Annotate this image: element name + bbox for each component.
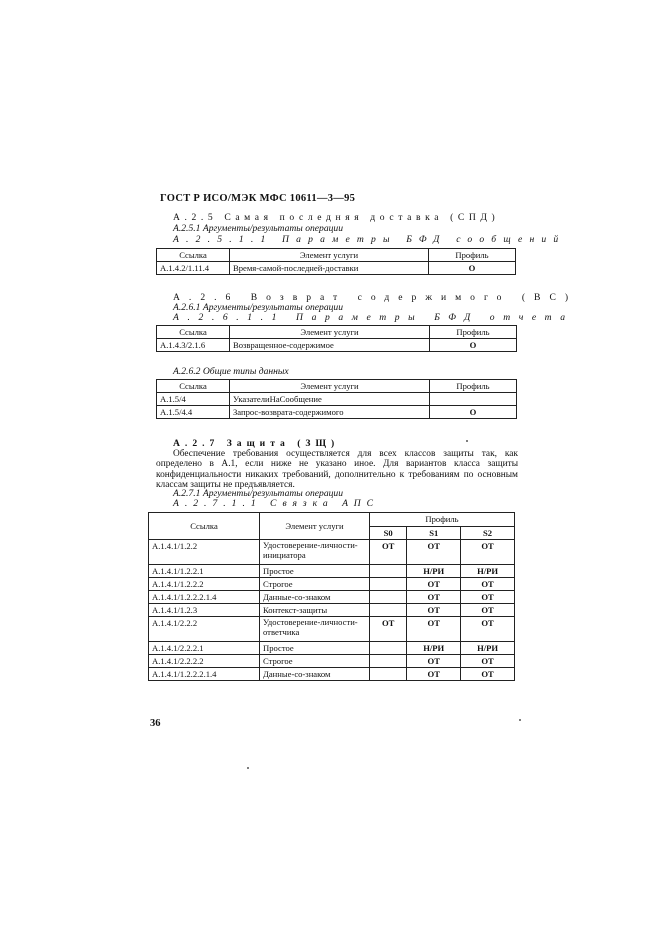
cell-ref: А.1.4.1/1.2.2 [149,540,260,565]
cell-s1: ОТ [407,604,461,617]
cell-profile: О [430,406,517,419]
table-row [149,642,515,655]
cell-s0 [370,565,407,578]
cell-s0 [370,642,407,655]
table-header-row [157,380,517,393]
col-header-elem: Элемент услуги [230,249,429,262]
page-number: 36 [150,718,161,729]
cell-elem: Простое [260,642,370,655]
cell-s1: ОТ [407,655,461,668]
cell-elem: Строгое [260,655,370,668]
section-heading-2-5: А.2.5 Самая последняя доставка (СПД) [173,212,500,223]
cell-s2: ОТ [461,540,515,565]
cell-s2: ОТ [461,604,515,617]
col-header-s0: S0 [370,526,407,540]
cell-ref: А.1.4.1/2.2.2.1 [149,642,260,655]
cell-s0: ОТ [370,540,407,565]
col-header-ref: Ссылка [149,513,260,540]
section-heading-2-7: А.2.7 Защита (ЗЩ) [173,438,340,449]
col-header-profile: Профиль [430,326,517,339]
col-header-elem: Элемент услуги [230,380,430,393]
cell-s0 [370,668,407,681]
cell-elem: Время-самой-последней-доставки [230,262,429,275]
table-row [157,406,517,419]
subsection-2-5-1-1: А.2.5.1.1 Параметры БФД сообщений [173,234,566,245]
cell-elem: Строгое [260,578,370,591]
table-row [149,617,515,642]
subsection-2-6-2 [173,366,289,377]
cell-ref: А.1.4.3/2.1.6 [157,339,230,352]
cell-elem: Удостоверение-личности-ответчика [260,617,370,642]
table-row [149,668,515,681]
col-header-s1: S1 [407,526,461,540]
cell-elem: Данные-со-знаком [260,591,370,604]
table-row [157,393,517,406]
cell-s2: ОТ [461,591,515,604]
cell-profile [430,393,517,406]
col-header-s2: S2 [461,526,515,540]
cell-ref: А.1.4.1/1.2.2.2.1.4 [149,591,260,604]
cell-elem: Запрос-возврата-содержимого [230,406,430,419]
cell-s0: ОТ [370,617,407,642]
table-row [149,578,515,591]
cell-elem: Удостоверение-личности-инициатора [260,540,370,565]
cell-s1: ОТ [407,540,461,565]
cell-ref: А.1.4.2/1.11.4 [157,262,230,275]
cell-ref: А.1.5/4 [157,393,230,406]
col-header-ref: Ссылка [157,249,230,262]
cell-ref: А.1.4.1/1.2.2.1 [149,565,260,578]
subsection-2-6-2-text: А.2.6.2 Общие типы данных [173,366,289,377]
cell-s1: ОТ [407,617,461,642]
cell-s1: ОТ [407,668,461,681]
cell-ref: А.1.4.1/2.2.2.2 [149,655,260,668]
cell-s1: Н/РИ [407,565,461,578]
cell-elem: Простое [260,565,370,578]
cell-profile: О [429,262,516,275]
table-row [149,655,515,668]
table-2-6 [156,325,517,352]
cell-s2: ОТ [461,617,515,642]
cell-ref: А.1.4.1/1.2.2.2.1.4 [149,668,260,681]
col-header-profile: Профиль [370,513,515,527]
table-header-row [157,326,517,339]
document-header: ГОСТ Р ИСО/МЭК МФС 10611—3—95 [160,193,356,204]
cell-s1: ОТ [407,591,461,604]
cell-ref: А.1.4.1/1.2.2.2 [149,578,260,591]
subsection-2-6-1: А.2.6.1 Аргументы/результаты операции [173,302,344,313]
cell-s1: Н/РИ [407,642,461,655]
subsection-2-7-1: А.2.7.1 Аргументы/результаты операции [173,488,344,499]
col-header-ref: Ссылка [157,326,230,339]
cell-elem: Возвращенное-содержимое [230,339,430,352]
col-header-elem: Элемент услуги [260,513,370,540]
scan-speck [519,719,521,721]
scan-speck [466,440,468,442]
subsection-2-7-1-1: А.2.7.1.1 Связка АПС [173,498,380,509]
subsection-2-6-1-1: А.2.6.1.1 Параметры БФД отчета [173,312,574,323]
section-heading-2-6: А.2.6 Возврат содержимого (ВС) [173,292,578,303]
col-header-profile: Профиль [429,249,516,262]
subsection-2-5-1: А.2.5.1 Аргументы/результаты операции [173,223,344,234]
table-2-7 [148,512,515,681]
cell-ref: А.1.4.1/2.2.2 [149,617,260,642]
table-row [149,604,515,617]
cell-s1: ОТ [407,578,461,591]
section-2-7-paragraph: Обеспечение требования осуществляется для всех классов защиты так, как определено в А.1, если ниже не указано иное. Для вариантов класса защиты конфиденциальности никаких требований, дополнительно к требованиям по основным классам защиты не предъявляется. [156,449,518,490]
cell-s2: ОТ [461,668,515,681]
cell-s2: ОТ [461,655,515,668]
cell-elem: УказателиНаСообщение [230,393,430,406]
table-header-row [149,513,515,527]
cell-ref: А.1.4.1/1.2.3 [149,604,260,617]
scan-speck [247,767,249,769]
table-row [157,339,517,352]
table-header-row [157,249,516,262]
cell-s2: Н/РИ [461,642,515,655]
table-2-6-2 [156,379,517,419]
cell-s0 [370,655,407,668]
cell-elem: Данные-со-знаком [260,668,370,681]
table-row [157,262,516,275]
cell-s2: ОТ [461,578,515,591]
table-row [149,591,515,604]
cell-s0 [370,604,407,617]
cell-profile: О [430,339,517,352]
cell-ref: А.1.5/4.4 [157,406,230,419]
table-row [149,565,515,578]
col-header-ref: Ссылка [157,380,230,393]
col-header-elem: Элемент услуги [230,326,430,339]
cell-s2: Н/РИ [461,565,515,578]
table-row [149,540,515,565]
col-header-profile: Профиль [430,380,517,393]
table-2-5 [156,248,516,275]
cell-elem: Контекст-защиты [260,604,370,617]
cell-s0 [370,578,407,591]
cell-s0 [370,591,407,604]
